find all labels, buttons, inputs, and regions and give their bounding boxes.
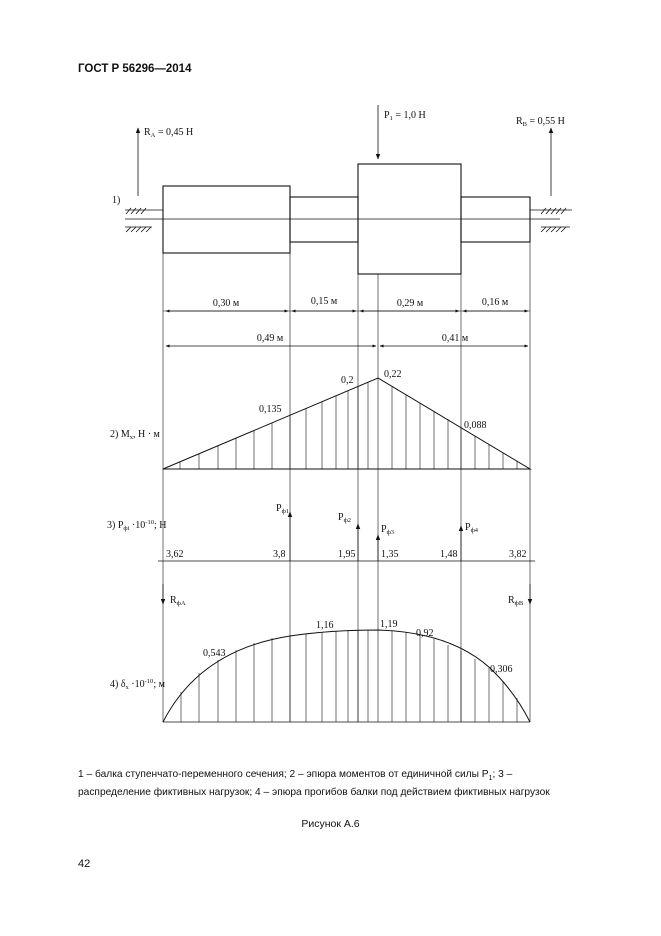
dim-total-1: 0,49 м [256,333,284,344]
figure-caption [78,768,586,800]
moment-value-0-2: 0,2 [341,375,354,386]
dim-segment-2: 0,15 м [310,296,338,307]
reaction-label-left: $R_A = 0,45$ Н [144,127,194,139]
deflection-value-0-306: 0,306 [490,664,513,675]
dim-total-2: 0,41 м [441,333,469,344]
deflection-value-1-16: 1,16 [316,620,334,631]
fictive-load-label-2: $P_{ф2}$ [338,512,352,524]
deflection-value-1-19: 1,19 [380,619,398,630]
load-value-1: 3,62 [166,549,184,560]
load-value-3: 1,95 [338,549,356,560]
deflection-value-0-543: 0,543 [203,648,226,659]
deflection-hatching [181,630,517,722]
load-value-4: 1,35 [381,549,399,560]
support-left [125,208,163,232]
dim-segment-4: 0,16 м [481,297,509,308]
moment-value-0-088: 0,088 [464,420,487,431]
fictive-reaction-label-left: $R_{фA}$ [170,595,186,607]
moment-value-0-135: 0,135 [259,404,282,415]
fictive-load-label-3: $P_{ф3}$ [381,524,395,536]
dim-segment-3: 0,29 м [396,298,424,309]
load-value-6: 3,82 [509,549,527,560]
row-label-deflection: 4) $\delta_x \cdot 10^{-10}$; м [110,678,165,691]
load-value-5: 1,48 [440,549,458,560]
deflection-value-0-92: 0,92 [416,628,434,639]
dim-segment-1: 0,30 м [212,298,240,309]
force-label-p1: $P_1 = 1,0$ Н [384,110,426,122]
row-label-beam: 1) [112,195,121,206]
beam-section-4 [461,197,530,242]
load-value-2: 3,8 [273,549,286,560]
fictive-load-label-4: $P_{ф4}$ [465,522,479,534]
fictive-reaction-label-right: $R_{фB}$ [508,595,524,607]
document-header: ГОСТ Р 56296—2014 [78,63,192,75]
caption-line-1: 1 – балка ступенчато-переменного сечения; 2 – эпюра моментов от единичной силы $P_1$; 3 – [78,769,513,783]
beam-section-2 [290,197,358,242]
beam-section-1 [163,186,290,253]
row-label-load: 3) $P_{фi} \cdot 10^{-10}$; Н [107,519,167,532]
row-label-moment: 2) $M_x$, Н · м [110,429,160,441]
page-number: 42 [78,858,91,870]
moment-value-0-22: 0,22 [384,369,402,380]
figure-title: Рисунок А.6 [301,818,360,830]
fictive-load-label-1: $P_{ф1}$ [276,503,290,515]
support-right [530,208,572,232]
caption-line-2: распределение фиктивных нагрузок; 4 – эпюра прогибов балки под действием фиктивных нагрузок [78,787,550,799]
reaction-label-right: $R_B = 0,55$ Н [516,116,565,128]
